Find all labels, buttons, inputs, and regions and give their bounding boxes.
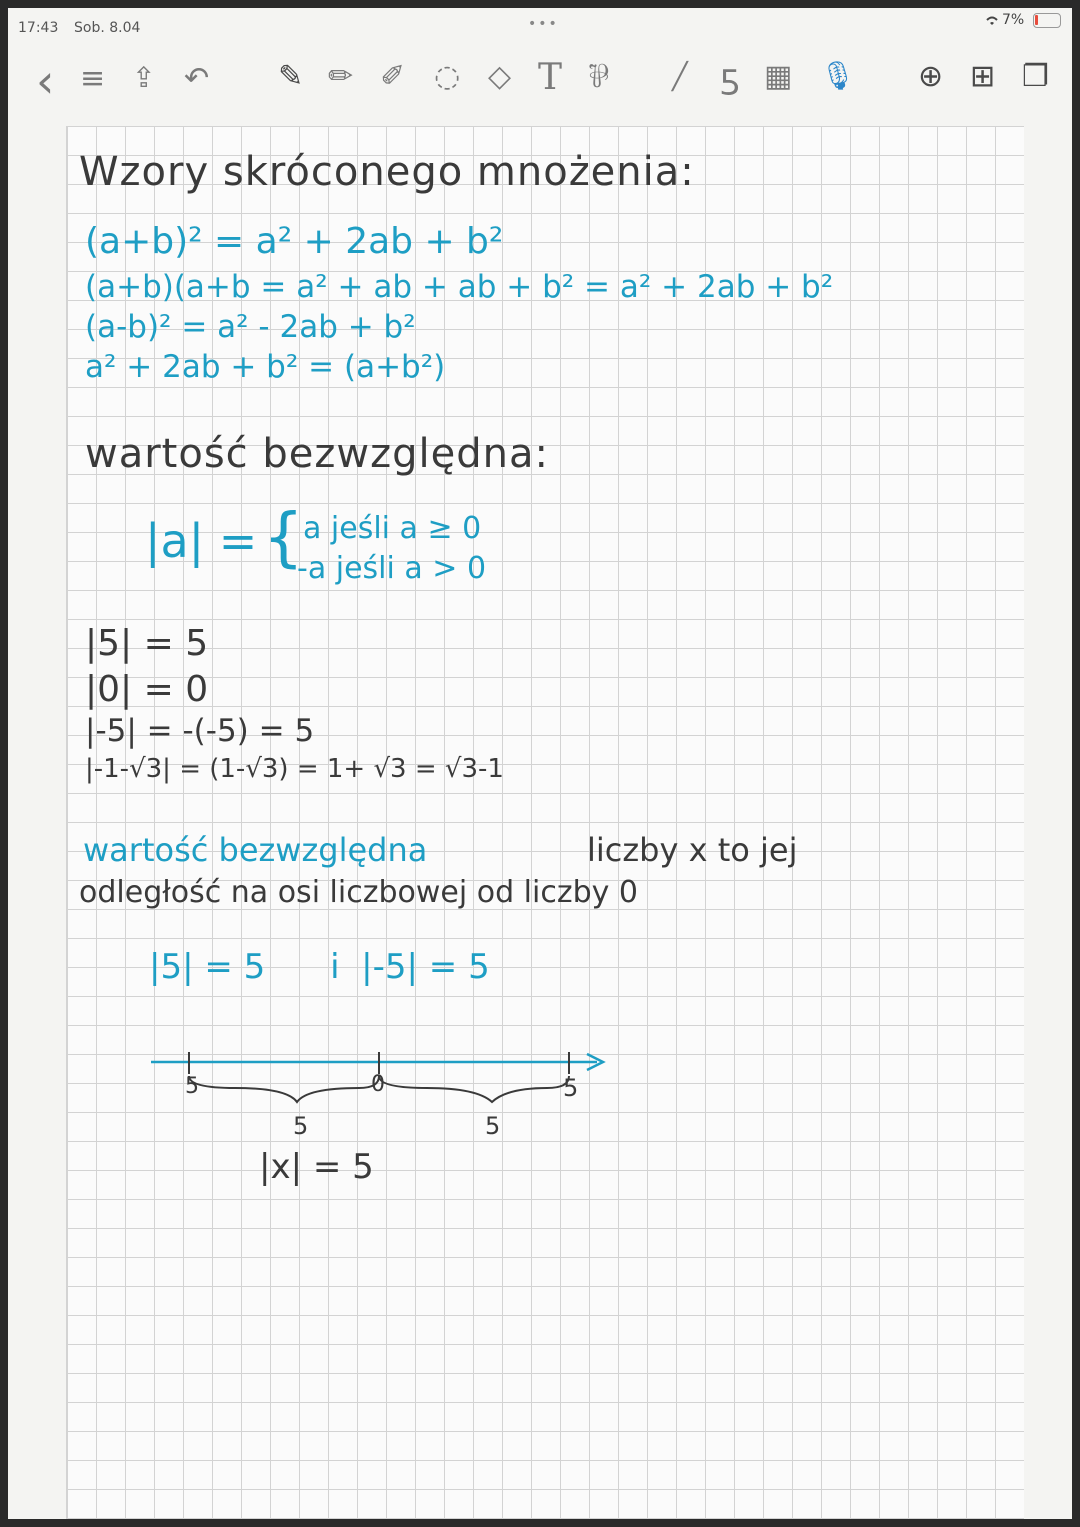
lasso-icon[interactable]: ◌	[434, 59, 461, 94]
chevron-left-icon[interactable]: ‹	[36, 54, 55, 108]
pen-icon[interactable]: ✎	[278, 59, 304, 94]
multitask-handle[interactable]: •••	[528, 16, 559, 32]
abs-def-case-1: a jeśli a ≥ 0	[303, 511, 482, 546]
number-line-left-label: 5	[185, 1074, 199, 1099]
add-page-icon[interactable]: ⊕	[918, 59, 944, 94]
definition-line-1b: liczby x to jej	[587, 831, 798, 869]
example-1: |5| = 5	[85, 623, 209, 664]
highlighter-icon[interactable]: ✐	[380, 59, 406, 94]
elements-icon[interactable]: ▦	[764, 59, 793, 94]
eraser-icon[interactable]: ◇	[488, 59, 512, 94]
battery-percentage: 7%	[1002, 12, 1025, 28]
microphone-icon[interactable]: 🎙	[820, 59, 856, 92]
heading-absolute-value: wartość bezwzględna:	[85, 431, 549, 477]
number-line-diagram	[137, 1038, 637, 1138]
hamburger-menu-icon[interactable]: ≡	[80, 61, 106, 96]
number-line-zero-label: 0	[371, 1072, 385, 1097]
copy-icon[interactable]: ❐	[1022, 59, 1049, 94]
status-date: Sob. 8.04	[74, 20, 141, 36]
example-2: |0| = 0	[85, 669, 209, 710]
brace-left-label: 5	[293, 1112, 309, 1140]
abs-x-equation: |x| = 5	[259, 1147, 374, 1187]
abs-def-lhs: |a| =	[145, 514, 258, 568]
status-time: 17:43	[18, 20, 59, 36]
number-line-right-label: 5	[563, 1074, 579, 1102]
editor-toolbar	[8, 48, 1072, 118]
brace-right	[379, 1076, 569, 1102]
definition-line-2: odległość na osi liczbowej od liczby 0	[79, 875, 638, 910]
abs-def-case-2: -a jeśli a > 0	[297, 551, 487, 586]
definition-line-1a: wartość bezwzględna	[83, 831, 428, 869]
page-grid-icon[interactable]: ⊞	[970, 59, 996, 94]
undo-icon[interactable]: ↶	[184, 61, 210, 96]
handwriting-icon[interactable]: ⅌	[588, 57, 609, 95]
brace-right-label: 5	[485, 1112, 501, 1140]
formula-1: (a+b)² = a² + 2ab + b²	[85, 221, 504, 262]
formula-2: (a+b)(a+b = a² + ab + ab + b² = a² + 2ab + b²	[85, 269, 834, 305]
brace-left	[189, 1076, 379, 1102]
example-pair: |5| = 5 i |-5| = 5	[149, 947, 490, 987]
battery-icon	[1033, 13, 1061, 28]
status-bar	[8, 8, 1072, 44]
example-3: |-5| = -(-5) = 5	[85, 713, 315, 749]
formula-4: a² + 2ab + b² = (a+b²)	[85, 349, 446, 385]
ruler-icon[interactable]: ╱	[672, 62, 688, 92]
formula-3: (a-b)² = a² - 2ab + b²	[85, 309, 416, 345]
example-4: |-1-√3| = (1-√3) = 1+ √3 = √3-1	[85, 754, 504, 784]
abs-def-brace: {	[263, 501, 304, 575]
wifi-icon	[984, 13, 1000, 31]
app-screen	[8, 8, 1072, 1519]
pencil-icon[interactable]: ✏	[328, 59, 354, 94]
shapes-icon[interactable]: ƽ	[720, 57, 740, 97]
grid-note-page[interactable]	[66, 126, 1024, 1519]
share-icon[interactable]: ⇪	[132, 61, 156, 94]
heading-short-multiplication: Wzory skróconego mnożenia:	[79, 149, 695, 195]
text-tool-icon[interactable]: T	[538, 57, 563, 98]
